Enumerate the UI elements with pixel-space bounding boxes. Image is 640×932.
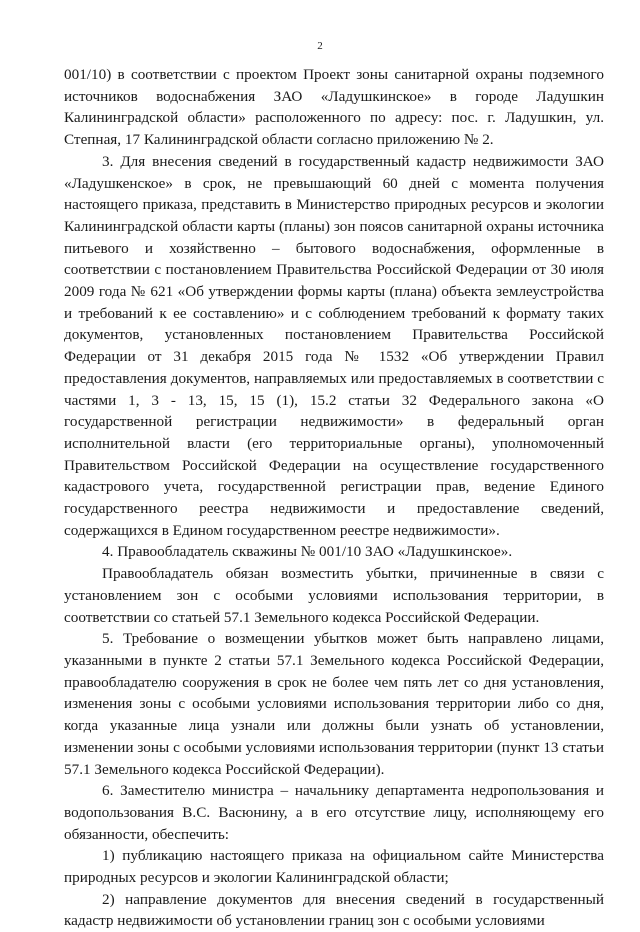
page-number: 2	[317, 40, 323, 52]
document-body	[64, 64, 604, 932]
paragraph-continuation: 001/10) в соответствии с проектом Проект зоны санитарной охраны подземного источников водоснабжения ЗАО «Ладушкинское» в городе Ладушкин Калининградской области» расположенного по адресу: пос. г. Ладушкин, ул. Степная, 17 Калининградской области согласно приложению № 2.	[64, 66, 604, 149]
paragraph-item-6-2: 2) направление документов для внесения сведений в государственный кадастр недвижимости об установлении границ зон с особыми условиями	[64, 890, 604, 930]
paragraph-item-4: 4. Правообладатель скважины № 001/10 ЗАО «Ладушкинское».	[102, 543, 513, 561]
paragraph-item-4-detail: Правообладатель обязан возместить убытки, причиненные в связи с установлением зон с особыми условиями использования территории, в соответствии со статьей 57.1 Земельного кодекса Российской Федерации.	[64, 565, 604, 626]
paragraph-item-6: 6. Заместителю министра – начальнику департамента недропользования и водопользования В.С. Васюнину, а в его отсутствие лицу, исполняющему его обязанности, обеспечить:	[64, 782, 604, 843]
paragraph-item-3: 3. Для внесения сведений в государственный кадастр недвижимости ЗАО «Ладушкенское» в срок, не превышающий 60 дней с момента получения настоящего приказа, представить в Министерство природных ресурсов и экологии Калининградской области карты (планы) зон поясов санитарной охраны источника питьевого и хозяйственно – бытового водоснабжения, оформленные в соответствии с постановлением Правительства Российской Федерации от 30 июля 2009 года № 621 «Об утверждении формы карты (плана) объекта землеустройства и требований к ее составлению» и с соблюдением требований к формату таких документов, установленных постановлением Правительства Российской Федерации от 31 декабря 2015 года № 1532 «Об утверждении Правил предоставления документов, направляемых или предоставляемых в соответствии с частями 1, 3 - 13, 15, 15 (1), 15.2 статьи 32 Федерального закона «О государственной регистрации недвижимости» в федеральный орган исполнительной власти (его территориальные органы), уполномоченный Правительством Российской Федерации на осуществление государственного кадастрового учета, государственной регистрации прав, ведение Единого государственного реестра недвижимости и предоставление сведений, содержащихся в Едином государственном реестре недвижимости».	[64, 152, 604, 539]
paragraph-item-5: 5. Требование о возмещении убытков может быть направлено лицами, указанными в пункте 2 статьи 57.1 Земельного кодекса Российской Федерации, правообладателю сооружения в срок не более чем пять лет со дня установления, изменения зоны с особыми условиями использования территории либо со дня, когда указанные лица узнали или должны были узнать об установлении, изменении зоны с особыми условиями использования территории (пункт 13 статьи 57.1 Земельного кодекса Российской Федерации).	[64, 630, 604, 778]
paragraph-item-6-1: 1) публикацию настоящего приказа на официальном сайте Министерства природных ресурсов и экологии Калининградской области;	[64, 847, 604, 887]
